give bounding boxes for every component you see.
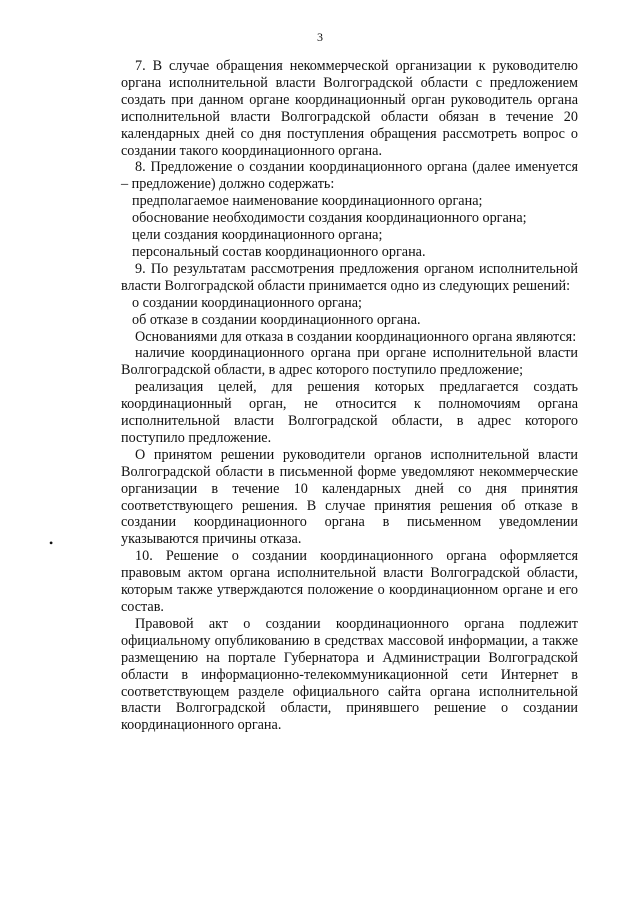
list-item: цели создания координационного органа; <box>132 227 383 244</box>
list-item: обоснование необходимости создания координационного органа; <box>132 210 527 227</box>
list-item: о создании координационного органа; <box>132 294 362 311</box>
paragraph-7: 7. В случае обращения некоммерческой организации к руководителю органа исполнительной власти Волгоградской области с предложением создать при данном органе координационный орган руководитель органа исполнительной власти Волгоградской области обязан в течение 20 календарных дней со дня поступления обращения рассмотреть вопрос о создании такого координационного органа. <box>121 58 578 159</box>
refusal-ground-item: наличие координационного органа при органе исполнительной власти Волгоградской области, в адрес которого поступило предложение; <box>121 345 578 379</box>
refusal-grounds-paragraph: Основаниями для отказа в создании координационного органа являются: <box>135 328 577 345</box>
refusal-ground-item: реализация целей, для решения которых предлагается создать координационный орган, не относится к полномочиям органа исполнительной власти Волгоградской области, в адрес которого поступило предложение. <box>121 379 578 446</box>
paragraph-9: 9. По результатам рассмотрения предложения органом исполнительной власти Волгоградской области принимается одно из следующих решений: <box>121 260 578 294</box>
list-item: предполагаемое наименование координационного органа; <box>132 193 483 210</box>
list-item: об отказе в создании координационного органа. <box>132 311 421 328</box>
paragraph-8: 8. Предложение о создании координационного органа (далее именуется – предложение) должно содержать: <box>121 159 578 193</box>
paragraph-10: 10. Решение о создании координационного органа оформляется правовым актом органа исполнительной власти Волгоградской области, которым также утверждаются положение о координационном органе и его состав. <box>121 548 578 615</box>
list-item: персональный состав координационного органа. <box>132 243 426 260</box>
publication-paragraph: Правовой акт о создании координационного органа подлежит официальному опубликованию в средствах массовой информации, а также размещению на портале Губернатора и Администрации Волгоградской области в информационно-телекоммуникационной сети Интернет в соответствующем разделе официального сайта органа исполнительной власти Волгоградской области, принявшего решение о создании координационного органа. <box>121 615 578 734</box>
page-number: 3 <box>317 30 323 44</box>
scan-speck: • <box>49 536 54 550</box>
body-text <box>121 58 578 734</box>
notification-paragraph: О принятом решении руководители органов исполнительной власти Волгоградской области в письменной форме уведомляют некоммерческие организации в течение 10 календарных дней со дня принятия соответствующего решения. В случае принятия решения об отказе в создании координационного органа в письменном уведомлении указываются причины отказа. <box>121 446 578 548</box>
